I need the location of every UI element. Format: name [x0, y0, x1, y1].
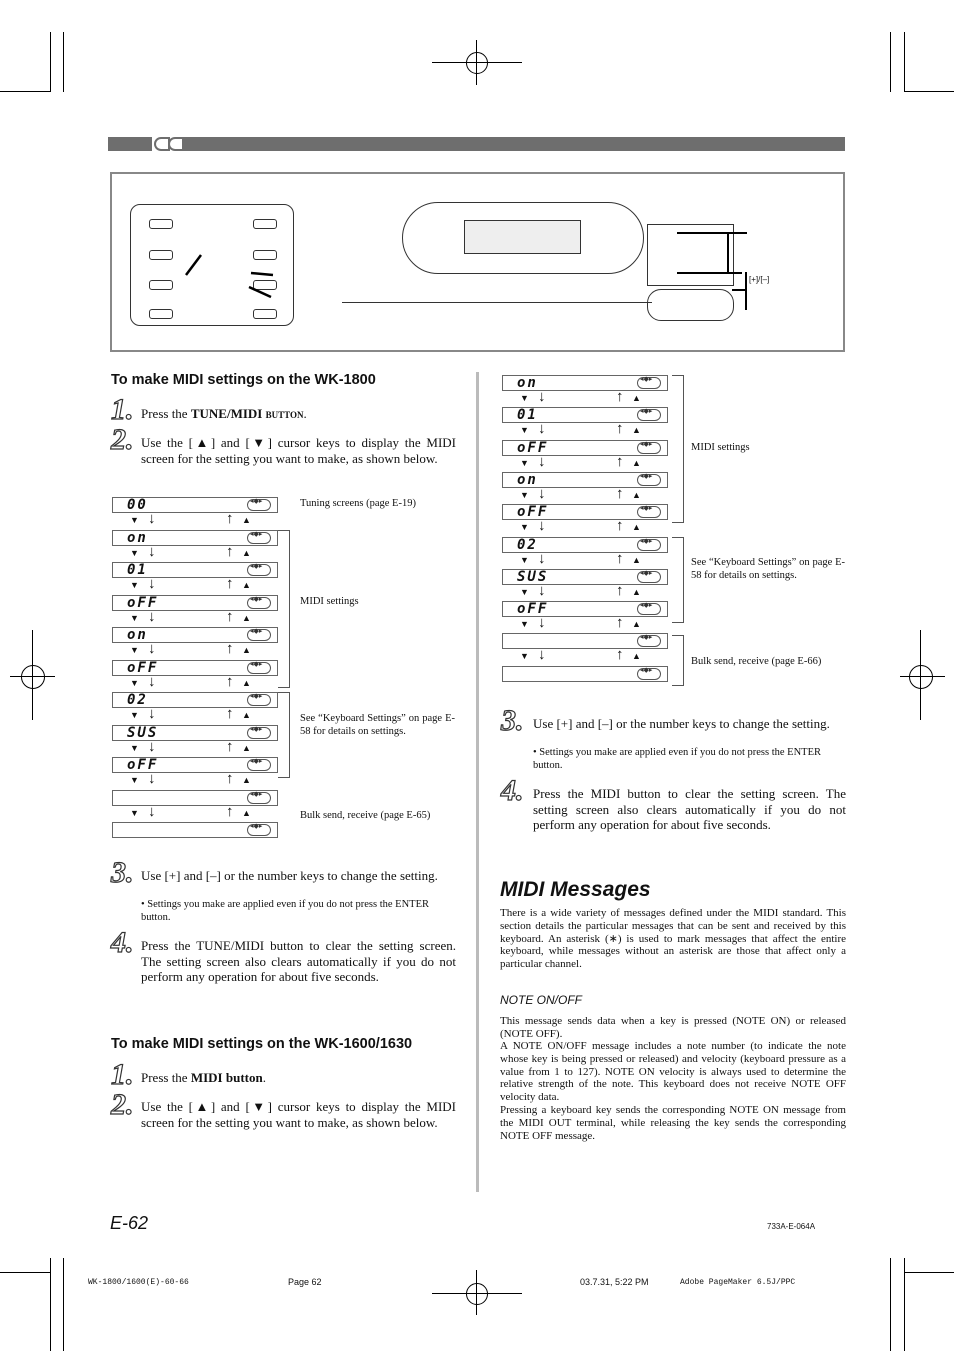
crop-mark: [63, 1258, 64, 1351]
crop-mark: [904, 1272, 954, 1273]
doc-code: 733A-E-064A: [767, 1222, 816, 1231]
keyboard-panel-illustration: [110, 172, 845, 352]
lcd-screen: [502, 601, 668, 617]
lcd-value: oFF: [517, 439, 549, 456]
down-arrow-icon: ▼: [520, 619, 529, 630]
wk1800-step4: Press the TUNE/MIDI button to clear the setting screen. The setting screen also clears automatically if you do not perform any operation for about five seconds.: [141, 938, 456, 984]
lcd-screen: [502, 472, 668, 488]
down-arrow-icon: ▼: [520, 586, 529, 597]
lcd-screen: [502, 375, 668, 391]
up-arrow-icon: ▲: [242, 645, 251, 655]
lcd-screen: [112, 562, 278, 578]
lcd-screen: [112, 757, 278, 773]
print-date: 03.7.31, 5:22 PM: [580, 1277, 649, 1287]
lcd-value: oFF: [517, 601, 549, 618]
tuning-label: Tuning screens (page E-19): [300, 498, 416, 509]
cursor-keys-icon: [637, 377, 661, 389]
up-arrow-icon: ▲: [632, 393, 641, 403]
up-arrow-icon: ▲: [632, 522, 641, 533]
up-arrow-icon: ↑: [616, 453, 624, 470]
down-arrow-icon: ↓: [148, 511, 156, 527]
up-arrow-icon: ↑: [226, 576, 234, 592]
lcd-screen: [502, 440, 668, 456]
down-arrow-icon: ↓: [148, 608, 156, 625]
up-arrow-icon: ▲: [632, 651, 641, 662]
crop-mark: [50, 1258, 51, 1351]
lcd-value: oFF: [127, 659, 159, 676]
crop-mark: [904, 32, 905, 92]
down-arrow-icon: ▼: [130, 710, 139, 720]
cursor-keys-icon: [637, 474, 661, 486]
down-arrow-icon: ↓: [148, 771, 156, 787]
lcd-screen: [112, 595, 278, 611]
down-arrow-icon: ▼: [130, 580, 139, 590]
right-step3: Use [+] and [–] or the number keys to change the setting.: [533, 716, 830, 731]
up-arrow-icon: ▲: [242, 677, 251, 688]
crop-mark: [904, 91, 954, 92]
right-step3-note: • Settings you make are applied even if you do not press the ENTER button.: [533, 747, 821, 771]
registration-circle: [909, 665, 933, 689]
cursor-keys-icon: [637, 539, 661, 551]
lcd-screen: [502, 537, 668, 553]
down-arrow-icon: ↓: [148, 543, 156, 560]
step-number: 2.: [111, 1088, 134, 1121]
lcd-screen: [502, 569, 668, 585]
lcd-value: on: [127, 529, 148, 546]
lcd-value: oFF: [127, 757, 159, 773]
up-arrow-icon: ↑: [226, 641, 234, 657]
lcd-value: oFF: [517, 504, 549, 521]
cursor-keys-icon: [247, 727, 271, 739]
bulk-bracket: [672, 635, 684, 686]
up-arrow-icon: ▲: [242, 612, 251, 623]
crop-mark: [0, 1272, 50, 1273]
step-number: 4.: [501, 774, 524, 807]
down-arrow-icon: ▼: [130, 645, 139, 655]
crop-mark: [890, 1258, 891, 1351]
down-arrow-icon: ▼: [130, 612, 139, 623]
down-arrow-icon: ↓: [538, 485, 546, 502]
up-arrow-icon: ↑: [616, 485, 624, 502]
down-arrow-icon: ▼: [130, 742, 139, 753]
down-arrow-icon: ▼: [520, 457, 529, 468]
up-arrow-icon: ▲: [632, 425, 641, 436]
registration-circle: [466, 52, 488, 74]
down-arrow-icon: ↓: [148, 673, 156, 690]
up-arrow-icon: ▲: [632, 457, 641, 468]
lcd-screen: [112, 692, 278, 708]
step-number: 3.: [501, 704, 524, 737]
cursor-keys-icon: [247, 564, 271, 576]
step-number: 1.: [111, 1058, 134, 1091]
down-arrow-icon: ▼: [520, 393, 529, 403]
wk1800-heading: To make MIDI settings on the WK-1800: [111, 372, 376, 388]
down-arrow-icon: ▼: [520, 554, 529, 565]
cursor-keys-icon: [637, 668, 661, 680]
header-bar-left: [108, 137, 152, 151]
lcd-screen: [502, 407, 668, 423]
lcd-screen: [502, 633, 668, 649]
keyboard-body: [322, 202, 652, 322]
wk1800-step3: Use [+] and [–] or the number keys to change the setting.: [141, 868, 438, 883]
cursor-keys: [647, 289, 734, 321]
up-arrow-icon: ↑: [226, 803, 234, 820]
lcd-screen: [112, 627, 278, 643]
lcd-value: 01: [127, 562, 148, 578]
lcd-value: on: [127, 627, 148, 643]
midi-settings-label: MIDI settings: [691, 442, 750, 453]
cursor-keys-icon: [247, 759, 271, 771]
down-arrow-icon: ↓: [148, 803, 156, 820]
down-arrow-icon: ↓: [538, 453, 546, 470]
lcd-screen: [112, 530, 278, 546]
lcd-value: 01: [517, 407, 538, 424]
down-arrow-icon: ↓: [538, 550, 546, 567]
up-arrow-icon: ↑: [226, 771, 234, 787]
midi-messages-title: MIDI Messages: [500, 878, 651, 901]
lcd-value: 00: [127, 497, 148, 513]
up-arrow-icon: ▲: [242, 515, 251, 525]
note-on-off-p2: A NOTE ON/OFF message includes a note number (to indicate the note whose key is being pressed or released) and velocity (keyboard pressure as a value from 1 to 127). NOTE ON velocity is always used to determine the relative strength of the note. This keyboard does not receive NOTE OFF velocity data.: [500, 1040, 846, 1104]
wk1600-step1: Press the MIDI button.: [141, 1070, 266, 1085]
down-arrow-icon: ▼: [520, 522, 529, 533]
lcd-value: on: [517, 471, 538, 488]
down-arrow-icon: ▼: [520, 651, 529, 662]
up-arrow-icon: ▲: [632, 489, 641, 500]
wk1800-step1: Press the TUNE/MIDI button.: [141, 406, 307, 421]
midi-messages-intro: There is a wide variety of messages defined under the MIDI standard. This section details the particular messages that can be sent and received by this keyboard. An asterisk (∗) is used to mark messages that affect the entire keyboard, while messages without an asterisk are those that affect only a particular channel.: [500, 907, 846, 971]
down-arrow-icon: ▼: [130, 547, 139, 558]
down-arrow-icon: ↓: [538, 389, 546, 405]
crop-mark: [63, 32, 64, 92]
down-arrow-icon: ▼: [130, 775, 139, 785]
down-arrow-icon: ↓: [148, 641, 156, 657]
up-arrow-icon: ↑: [616, 582, 624, 599]
up-arrow-icon: ▲: [242, 710, 251, 720]
up-arrow-icon: ↑: [616, 421, 624, 438]
down-arrow-icon: ▼: [520, 489, 529, 500]
right-step4: Press the MIDI button to clear the setting screen. The setting screen also clears automatically if you do not perform any operation for about five seconds.: [533, 786, 846, 832]
up-arrow-icon: ↑: [616, 389, 624, 405]
up-arrow-icon: ↑: [226, 738, 234, 755]
cursor-keys-icon: [247, 694, 271, 706]
down-arrow-icon: ↓: [538, 582, 546, 599]
keyboard-settings-bracket: [672, 537, 684, 623]
midi-settings-label: MIDI settings: [300, 596, 359, 607]
up-arrow-icon: ▲: [242, 775, 251, 785]
up-arrow-icon: ↑: [226, 706, 234, 722]
down-arrow-icon: ↓: [538, 518, 546, 535]
crop-mark: [0, 91, 50, 92]
file-name: WK-1800/1600(E)-60-66: [88, 1278, 189, 1287]
up-arrow-icon: ▲: [242, 547, 251, 558]
lcd-screen: [502, 504, 668, 520]
bulk-send-label: Bulk send, receive (page E-66): [691, 656, 822, 667]
crop-mark: [50, 32, 51, 92]
cursor-keys-icon: [637, 571, 661, 583]
step-number: 1.: [111, 393, 134, 426]
lcd-value: on: [517, 375, 538, 391]
keyboard-settings-bracket: [278, 692, 290, 778]
wk1800-step3-note: • Settings you make are applied even if you do not press the ENTER button.: [141, 899, 429, 923]
lcd-screen: [112, 725, 278, 741]
cursor-keys-icon: [637, 442, 661, 454]
cursor-keys-icon: [247, 662, 271, 674]
lcd-value: SUS: [127, 724, 159, 741]
header-tab: [168, 137, 184, 151]
header-bar: [180, 137, 845, 151]
step-number: 3.: [111, 856, 134, 889]
midi-bracket: [672, 375, 684, 523]
up-arrow-icon: ▲: [632, 619, 641, 630]
plus-minus-label: [+]/[–]: [749, 275, 770, 284]
cursor-keys-icon: [247, 532, 271, 544]
cursor-keys-icon: [247, 824, 271, 836]
app-name: Adobe PageMaker 6.5J/PPC: [680, 1278, 796, 1287]
lcd-screen: [112, 660, 278, 676]
down-arrow-icon: ↓: [538, 647, 546, 664]
up-arrow-icon: ↑: [616, 647, 624, 664]
keyboard-settings-note: See “Keyboard Settings” on page E-58 for details on settings.: [691, 557, 845, 581]
registration-circle: [21, 665, 45, 689]
note-on-off-p3: Pressing a keyboard key sends the corresponding NOTE ON message from the MIDI OUT terminal, while releasing the key sends the corresponding NOTE OFF message.: [500, 1104, 846, 1142]
cursor-keys-icon: [247, 792, 271, 804]
down-arrow-icon: ↓: [538, 615, 546, 632]
wk1600-step2: Use the [▲] and [▼] cursor keys to display the MIDI screen for the setting you want to make, as shown below.: [141, 1099, 456, 1130]
lcd-value: 02: [517, 536, 538, 553]
up-arrow-icon: ↑: [226, 511, 234, 527]
lcd-screen: [502, 666, 668, 682]
down-arrow-icon: ▼: [130, 677, 139, 688]
midi-bracket: [278, 530, 290, 688]
up-arrow-icon: ↑: [226, 608, 234, 625]
note-on-off-p1: This message sends data when a key is pressed (NOTE ON) or released (NOTE OFF).: [500, 1015, 846, 1040]
keyboard-settings-note: See “Keyboard Settings” on page E-58 for details on settings.: [300, 713, 455, 737]
step-number: 2.: [111, 423, 134, 456]
button-closeup: [130, 204, 294, 326]
down-arrow-icon: ↓: [148, 738, 156, 755]
up-arrow-icon: ▲: [632, 554, 641, 565]
page-label: Page 62: [288, 1277, 322, 1287]
step-number: 4.: [111, 926, 134, 959]
down-arrow-icon: ↓: [148, 706, 156, 722]
cursor-keys-icon: [247, 629, 271, 641]
crop-mark: [890, 32, 891, 92]
lcd-value: 02: [127, 692, 148, 708]
cursor-keys-icon: [637, 409, 661, 421]
note-on-off-heading: NOTE ON/OFF: [500, 993, 582, 1007]
up-arrow-icon: ↑: [616, 615, 624, 632]
lcd-value: SUS: [517, 568, 549, 585]
up-arrow-icon: ↑: [616, 550, 624, 567]
up-arrow-icon: ▲: [242, 580, 251, 590]
cursor-keys-icon: [247, 499, 271, 511]
wk1600-heading: To make MIDI settings on the WK-1600/1630: [111, 1036, 413, 1052]
up-arrow-icon: ▲: [242, 807, 251, 818]
cursor-keys-icon: [637, 635, 661, 647]
lcd-value: oFF: [127, 594, 159, 611]
up-arrow-icon: ↑: [226, 673, 234, 690]
wk1800-step2: Use the [▲] and [▼] cursor keys to display the MIDI screen for the setting you want to make, as shown below.: [141, 435, 456, 466]
up-arrow-icon: ↑: [226, 543, 234, 560]
column-divider: [476, 372, 479, 1192]
down-arrow-icon: ▼: [130, 807, 139, 818]
down-arrow-icon: ▼: [520, 425, 529, 436]
lcd-screen: [112, 790, 278, 806]
down-arrow-icon: ↓: [538, 421, 546, 438]
page-number: E-62: [110, 1213, 149, 1233]
lcd-screen: [112, 497, 278, 513]
lcd-screen: [112, 822, 278, 838]
down-arrow-icon: ↓: [148, 576, 156, 592]
up-arrow-icon: ▲: [632, 586, 641, 597]
down-arrow-icon: ▼: [130, 515, 139, 525]
up-arrow-icon: ↑: [616, 518, 624, 535]
up-arrow-icon: ▲: [242, 742, 251, 753]
pointer-lines: [131, 205, 293, 325]
bulk-send-label: Bulk send, receive (page E-65): [300, 810, 431, 821]
cursor-keys-icon: [247, 597, 271, 609]
registration-circle: [466, 1283, 488, 1305]
cursor-keys-icon: [637, 603, 661, 615]
cursor-keys-icon: [637, 506, 661, 518]
